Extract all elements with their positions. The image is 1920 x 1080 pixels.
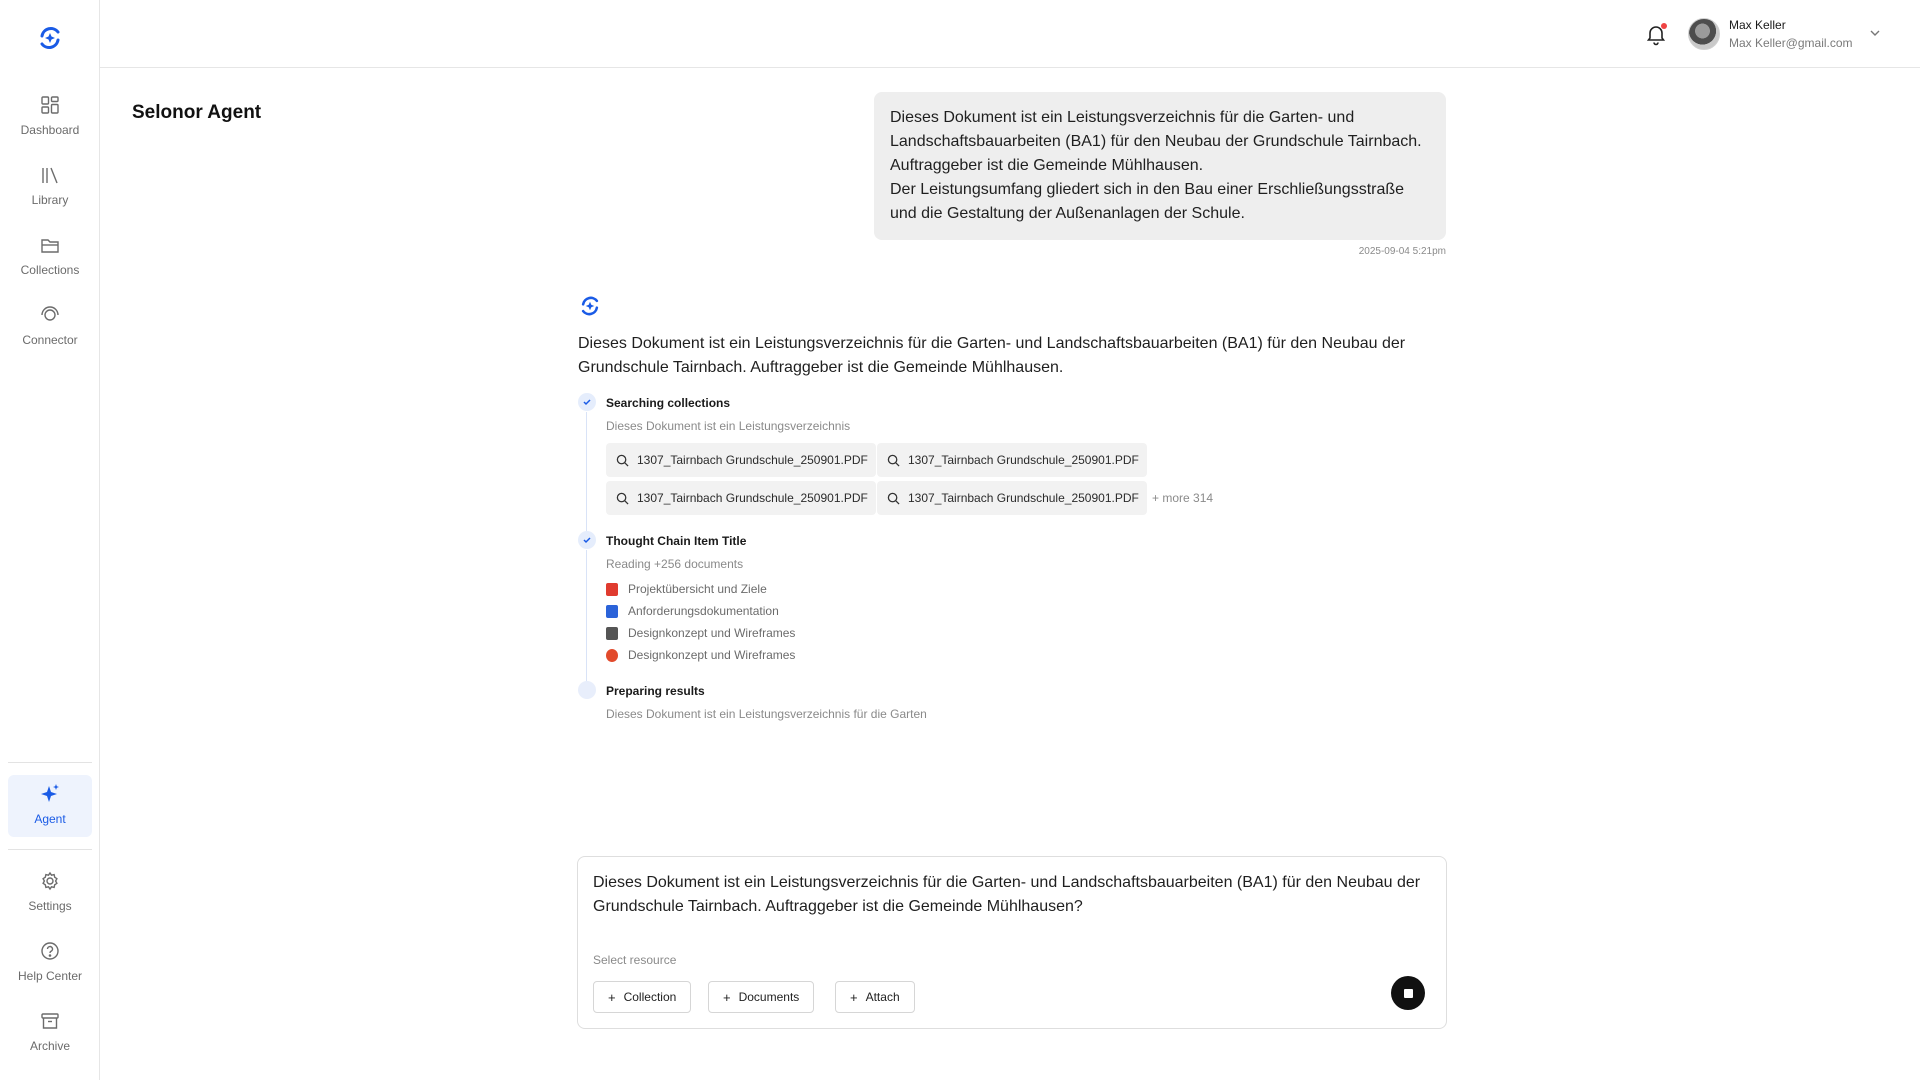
- search-icon: [887, 454, 900, 467]
- step-title: Searching collections: [606, 396, 731, 410]
- chain-connector: [586, 550, 587, 684]
- search-icon: [616, 492, 629, 505]
- attach-button[interactable]: [835, 981, 915, 1013]
- sidebar-divider: [8, 849, 92, 850]
- chip-label: 1307_Tairnbach Grundschule_250901.PDF: [637, 453, 868, 467]
- sidebar-item-agent[interactable]: [8, 775, 92, 837]
- page-title: Selonor Agent: [132, 102, 262, 123]
- archive-icon: [39, 1010, 61, 1032]
- more-results-link[interactable]: + more 314: [1152, 491, 1214, 505]
- sidebar-item-library[interactable]: [8, 156, 92, 218]
- chip-label: 1307_Tairnbach Grundschule_250901.PDF: [637, 491, 868, 505]
- folder-icon: [39, 234, 61, 256]
- document-item[interactable]: [606, 581, 767, 597]
- sidebar-item-label: Library: [31, 193, 69, 207]
- sidebar-item-help-center[interactable]: [8, 932, 92, 994]
- powerpoint-file-icon: [606, 649, 618, 662]
- sidebar-item-label: Collections: [20, 263, 80, 277]
- excel-file-icon: [606, 627, 618, 640]
- step-done-check-icon: [578, 531, 596, 549]
- button-label: Documents: [738, 990, 800, 1004]
- select-resource-label: Select resource: [593, 953, 677, 967]
- sidebar-item-collections[interactable]: [8, 226, 92, 288]
- step-title: Preparing results: [606, 684, 705, 698]
- avatar[interactable]: [1688, 18, 1720, 50]
- sidebar-item-label: Settings: [28, 899, 72, 913]
- add-collection-button[interactable]: [593, 981, 691, 1013]
- stop-icon: [1404, 989, 1413, 998]
- gear-icon: [39, 870, 61, 892]
- document-item[interactable]: [606, 625, 795, 641]
- sparkle-icon: [39, 783, 61, 805]
- search-icon: [616, 454, 629, 467]
- user-message-bubble: Dieses Dokument ist ein Leistungsverzeichnis für die Garten- und Landschaftsbauarbeiten (BA1) für den Neubau der Grundschule Tairnbach. Auftraggeber ist die Gemeinde Mühlhausen. Der Leistungsumfang gliedert sich in den Bau einer Erschließungsstraße und die Gestaltung der Außenanlagen der Schule.: [874, 92, 1446, 240]
- chevron-down-icon[interactable]: [1868, 26, 1882, 40]
- sidebar-divider: [8, 762, 92, 763]
- step-subtitle: Reading +256 documents: [606, 557, 744, 571]
- step-title: Thought Chain Item Title: [606, 534, 747, 548]
- sidebar-item-archive[interactable]: [8, 1002, 92, 1064]
- search-result-chip[interactable]: [606, 443, 876, 477]
- connector-icon: [39, 304, 61, 326]
- message-timestamp: 2025-09-04 5:21pm: [1358, 246, 1446, 257]
- notification-dot: [1661, 23, 1667, 29]
- step-done-check-icon: [578, 393, 596, 411]
- search-icon: [887, 492, 900, 505]
- sidebar-item-label: Agent: [34, 812, 66, 826]
- plus-icon: +: [608, 989, 616, 1005]
- app-logo-icon[interactable]: [36, 24, 64, 52]
- button-label: Attach: [865, 990, 900, 1004]
- search-result-chip[interactable]: [877, 443, 1147, 477]
- step-pending-indicator: [578, 681, 596, 699]
- message-input[interactable]: Dieses Dokument ist ein Leistungsverzeichnis für die Garten- und Landschaftsbauarbeiten (BA1) für den Neubau der Grundschule Tairnbach. Auftraggeber ist die Gemeinde Mühlhausen?: [593, 874, 1421, 915]
- step-subtitle: Dieses Dokument ist ein Leistungsverzeichnis für die Garten: [606, 707, 927, 721]
- user-name: Max Keller: [1729, 18, 1786, 32]
- sidebar-item-label: Help Center: [17, 969, 83, 983]
- sidebar-item-dashboard[interactable]: [8, 86, 92, 148]
- word-file-icon: [606, 605, 618, 618]
- search-result-chip[interactable]: [877, 481, 1147, 515]
- stop-generation-button[interactable]: [1391, 976, 1425, 1010]
- pdf-file-icon: [606, 583, 618, 596]
- library-icon: [39, 164, 61, 186]
- sidebar-item-connector[interactable]: [8, 296, 92, 358]
- document-item[interactable]: [606, 647, 795, 663]
- plus-icon: +: [850, 989, 858, 1005]
- plus-icon: +: [723, 989, 731, 1005]
- agent-reply-text: Dieses Dokument ist ein Leistungsverzeichnis für die Garten- und Landschaftsbauarbeiten (BA1) für den Neubau der Grundschule Tairnbach. Auftraggeber ist die Gemeinde Mühlhausen.: [578, 335, 1406, 376]
- chip-label: 1307_Tairnbach Grundschule_250901.PDF: [908, 491, 1139, 505]
- agent-logo-icon: [578, 294, 602, 318]
- sidebar-item-label: Dashboard: [20, 123, 80, 137]
- step-subtitle: Dieses Dokument ist ein Leistungsverzeichnis: [606, 419, 851, 433]
- search-result-chip[interactable]: [606, 481, 876, 515]
- help-icon: [39, 940, 61, 962]
- user-email: Max Keller@gmail.com: [1729, 36, 1853, 50]
- document-name: Anforderungsdokumentation: [628, 604, 779, 618]
- sidebar-item-label: Archive: [29, 1039, 70, 1053]
- document-name: Projektübersicht und Ziele: [628, 582, 767, 596]
- add-documents-button[interactable]: [708, 981, 814, 1013]
- sidebar: [0, 0, 100, 1080]
- document-item[interactable]: [606, 603, 779, 619]
- button-label: Collection: [623, 990, 677, 1004]
- chain-connector: [586, 412, 587, 532]
- sidebar-item-label: Connector: [22, 333, 78, 347]
- dashboard-icon: [39, 94, 61, 116]
- chip-label: 1307_Tairnbach Grundschule_250901.PDF: [908, 453, 1139, 467]
- message-composer[interactable]: [577, 856, 1447, 1029]
- sidebar-item-settings[interactable]: [8, 862, 92, 924]
- document-name: Designkonzept und Wireframes: [628, 626, 796, 640]
- document-name: Designkonzept und Wireframes: [628, 648, 796, 662]
